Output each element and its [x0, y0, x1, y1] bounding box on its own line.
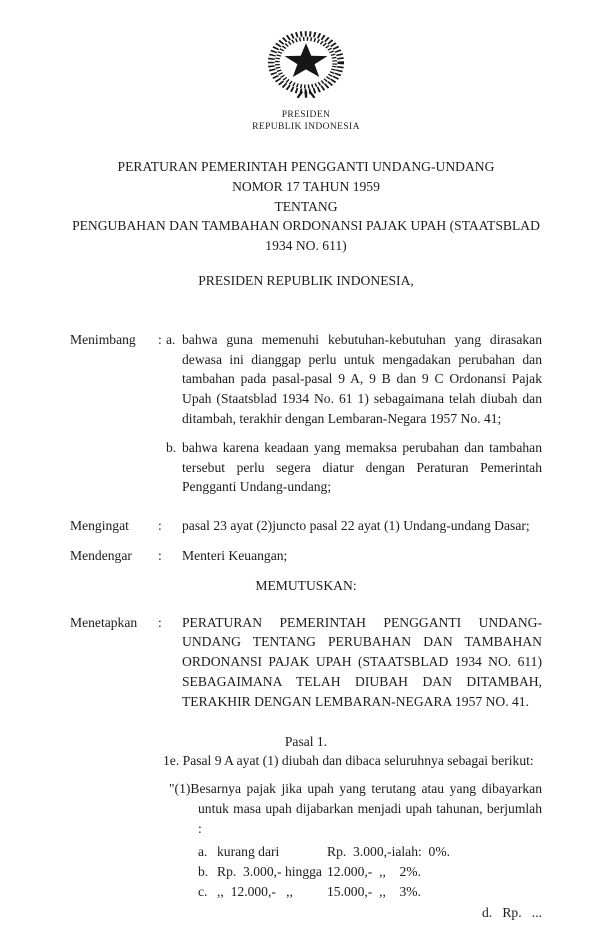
tariff-list — [198, 842, 542, 903]
tariff-marker: c. — [198, 884, 208, 900]
item-text: bahwa guna memenuhi kebutuhan-kebutuhan yang dirasakan dewasa ini dianggap perlu untuk mengadakan perubahan dan tambahan pada pasal-pasal 9 A, 9 B dan 9 C Ordonansi Pajak Upah (Staatsblad 1934 No. 61 1) sebagaimana telah diubah dan ditambah, terakhir dengan Lembaran-Negara 1957 No. 41; — [182, 331, 542, 426]
letterhead — [70, 0, 542, 133]
tariff-row — [198, 882, 542, 902]
title-line-4: PENGUBAHAN DAN TAMBAHAN ORDONANSI PAJAK UPAH (STAATSBLAD — [72, 218, 540, 234]
article-heading: Pasal 1. — [284, 733, 328, 749]
item-marker: a. — [166, 331, 176, 347]
section-colon: : — [158, 331, 162, 347]
section-label: Mendengar — [70, 547, 132, 563]
title-line-2: NOMOR 17 TAHUN 1959 — [232, 178, 380, 194]
tariff-marker: b. — [198, 863, 209, 879]
section-menetapkan — [70, 613, 542, 712]
section-body — [182, 546, 542, 566]
title-line-3: TENTANG — [274, 198, 338, 214]
article-clause-text: "(1)Besarnya pajak jika upah yang terutang atau yang dibayarkan untuk masa upah dijabarkan menjadi upah tahunan, berjumlah : — [169, 781, 542, 836]
title-line-1: PERATURAN PEMERINTAH PENGGANTI UNDANG-UNDANG — [117, 159, 495, 174]
tariff-rate: 12.000,- ,, 2%. — [327, 863, 422, 879]
section-colon: : — [158, 518, 162, 534]
section-body — [166, 330, 542, 497]
tariff-range: kurang dari — [217, 843, 280, 859]
tariff-rate: 15.000,- ,, 3%. — [327, 884, 422, 900]
item-marker: b. — [166, 439, 177, 455]
section-text: PERATURAN PEMERINTAH PENGGANTI UNDANG-UNDANG TENTANG PERUBAHAN DAN TAMBAHAN ORDONANSI PAJAK UPAH (STAATSBLAD 1934 NO. 611) SEBAGAIMANA TELAH DIUBAH DAN DITAMBAH, TERAKHIR DENGAN LEMBARAN-NEGARA 1957 NO. 41. — [182, 614, 542, 709]
section-label: Menimbang — [70, 331, 136, 347]
continuation-catchword: d. Rp. ... — [481, 904, 542, 920]
tariff-row — [198, 842, 542, 862]
tariff-range: Rp. 3.000,- hingga — [217, 863, 322, 879]
document-title — [70, 157, 542, 256]
section-label: Mengingat — [70, 518, 129, 534]
consideration-item — [166, 330, 542, 429]
section-mendengar — [70, 546, 542, 566]
section-body — [182, 516, 542, 536]
tariff-rate: Rp. 3.000,-ialah: 0%. — [327, 843, 451, 859]
section-menimbang — [70, 330, 542, 497]
decision-heading: MEMUTUSKAN: — [255, 577, 357, 593]
letterhead-republik-indonesia: REPUBLIK INDONESIA — [252, 122, 360, 132]
presidential-star-wreath-emblem-icon — [259, 26, 353, 104]
section-label: Menetapkan — [70, 614, 138, 630]
title-line-5: 1934 NO. 611) — [265, 238, 347, 254]
tariff-row — [198, 862, 542, 882]
tariff-marker: a. — [198, 843, 208, 859]
consideration-item — [166, 438, 542, 497]
letterhead-presiden: PRESIDEN — [281, 110, 331, 120]
section-mengingat — [70, 516, 542, 536]
item-text: bahwa karena keadaan yang memaksa perubahan dan tambahan tersebut perlu segera diatur dengan Peraturan Pemerintah Pengganti Undang-undang; — [182, 439, 542, 495]
section-colon: : — [158, 547, 162, 563]
section-body — [182, 613, 542, 712]
article-intro: 1e. Pasal 9 A ayat (1) diubah dan dibaca seluruhnya sebagai berikut: — [163, 753, 534, 769]
tariff-range: ,, 12.000,- ,, — [217, 884, 293, 900]
section-colon: : — [158, 614, 162, 630]
section-text: Menteri Keuangan; — [182, 547, 288, 563]
salutation: PRESIDEN REPUBLIK INDONESIA, — [198, 272, 414, 288]
section-text: pasal 23 ayat (2)juncto pasal 22 ayat (1) Undang-undang Dasar; — [182, 518, 530, 534]
